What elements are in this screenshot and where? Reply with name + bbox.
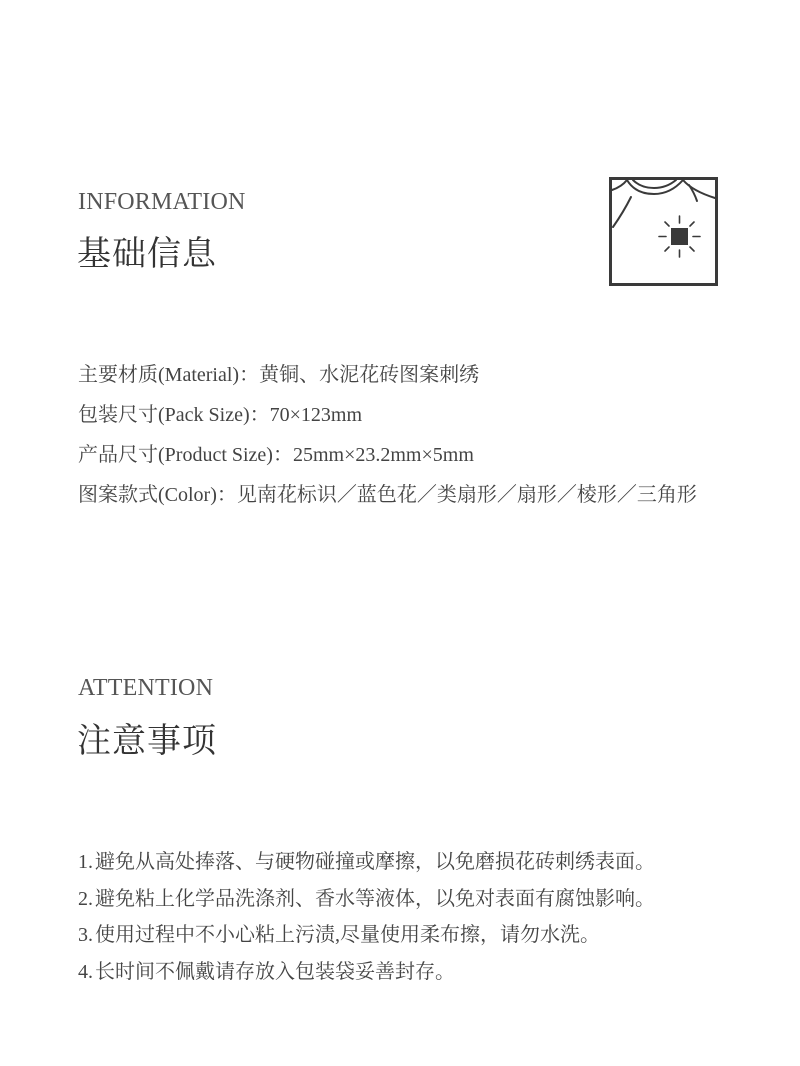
icon-frame (611, 179, 717, 285)
shirt-right-shoulder (683, 180, 715, 198)
spec-value: 见南花标识／蓝色花／类扇形／扇形／棱形／三角形 (236, 484, 697, 506)
brooch-square (671, 228, 688, 245)
list-item-number: 2. (78, 887, 93, 910)
spec-label: 包装尺寸(Pack Size)： (78, 404, 270, 426)
shirt-left-sleeve-seam (613, 197, 631, 227)
shirt-brooch-icon (609, 177, 718, 286)
information-heading-en: INFORMATION (78, 189, 246, 215)
list-item-text: 长时间不佩戴请存放入包装袋妥善封存。 (95, 961, 455, 984)
list-item (78, 844, 758, 881)
attention-heading-en: ATTENTION (78, 675, 214, 701)
information-heading-zh: 基础信息 (77, 236, 217, 273)
spec-value: 25mm×23.2mm×5mm (292, 444, 474, 466)
list-item-text: 使用过程中不小心粘上污渍,尽量使用柔布擦，请勿水洗。 (95, 924, 600, 947)
spec-list (78, 355, 758, 515)
spec-label: 产品尺寸(Product Size)： (78, 444, 293, 466)
spec-product-size (78, 435, 758, 475)
spec-label: 图案款式(Color)： (78, 484, 237, 506)
spec-value: 黄铜、水泥花砖图案刺绣 (259, 364, 480, 386)
spec-label: 主要材质(Material)： (78, 364, 260, 386)
brooch-ray (665, 247, 669, 251)
brooch-ray (690, 222, 694, 226)
spec-value: 70×123mm (269, 404, 363, 426)
shirt-outline (612, 180, 715, 227)
list-item (78, 881, 758, 918)
list-item (78, 917, 758, 954)
spec-color (78, 475, 758, 515)
brooch-ray (690, 247, 694, 251)
attention-heading-zh: 注意事项 (77, 723, 217, 760)
shirt-collar (633, 180, 676, 188)
list-item-number: 3. (78, 924, 93, 947)
notice-list (78, 844, 758, 991)
spec-pack-size (78, 395, 758, 435)
shirt-left-shoulder (612, 180, 627, 190)
brooch-ray (665, 222, 669, 226)
list-item-number: 4. (78, 961, 93, 984)
shirt-brooch-svg (609, 177, 718, 286)
list-item-text: 避免粘上化学品洗涤剂、香水等液体，以免对表面有腐蚀影响。 (95, 887, 655, 910)
spec-material (78, 355, 758, 395)
list-item-number: 1. (78, 851, 93, 873)
list-item-text: 避免从高处捧落、与硬物碰撞或摩擦，以免磨损花砖刺绣表面。 (95, 851, 655, 873)
list-item (78, 954, 758, 991)
